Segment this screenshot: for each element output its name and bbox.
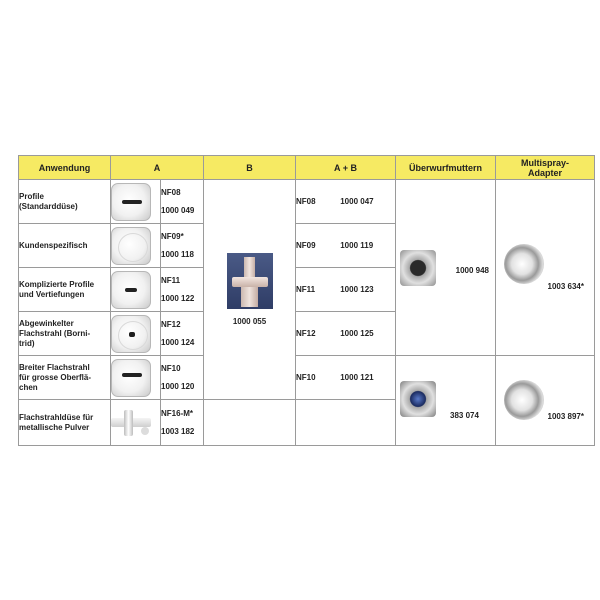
- ab-article-number: 1000 047: [340, 197, 374, 206]
- ab-nozzle-code: NF09: [296, 241, 316, 250]
- ab-nozzle-code: NF11: [296, 285, 316, 294]
- ueberwurf-number: 383 074: [450, 411, 479, 420]
- nozzle-code: NF12: [161, 319, 181, 329]
- header-multispray-adapter: Multispray- Adapter: [496, 156, 595, 180]
- ueberwurf-cell-1: [396, 180, 496, 356]
- b-part-empty-cell: [204, 400, 296, 446]
- ab-nozzle-code: NF12: [296, 329, 316, 338]
- multispray-number: 1003 634*: [547, 282, 584, 291]
- article-number: 1003 182: [161, 426, 195, 436]
- ab-article-number: 1000 123: [340, 285, 374, 294]
- blank-nozzle-icon: [111, 227, 151, 265]
- narrow-slot-nozzle-icon: [111, 271, 151, 309]
- application-label: Komplizierte Profile und Vertiefungen: [19, 268, 111, 312]
- angled-nozzle-icon: [111, 315, 151, 353]
- header-ab: A + B: [296, 156, 396, 180]
- ab-article-number: 1000 121: [340, 373, 374, 382]
- nozzle-code: NF11: [161, 275, 181, 285]
- nozzle-code: NF10: [161, 363, 181, 373]
- multispray-cell-2: [496, 356, 595, 446]
- nozzle-code: NF16-M*: [161, 408, 194, 418]
- union-nut-icon: [400, 250, 436, 286]
- multispray-cell-1: [496, 180, 595, 356]
- application-label: Abgewinkelter Flachstrahl (Borni- trid): [19, 312, 111, 356]
- ab-article-number: 1000 119: [340, 241, 374, 250]
- article-number: 1000 120: [161, 381, 195, 391]
- article-number: 1000 124: [161, 337, 195, 347]
- nozzle-table: [18, 155, 595, 446]
- header-b: B: [204, 156, 296, 180]
- ab-nozzle-code: NF08: [296, 197, 316, 206]
- application-label: Flachstrahldüse für metallische Pulver: [19, 400, 111, 446]
- b-part-cell: [204, 180, 296, 400]
- wide-slot-nozzle-icon: [111, 359, 151, 397]
- header-a: A: [111, 156, 204, 180]
- header-ueberwurfmuttern: Überwurfmuttern: [396, 156, 496, 180]
- nozzle-code: NF09*: [161, 231, 184, 241]
- ab-article-number: 1000 125: [340, 329, 374, 338]
- article-number: 1000 118: [161, 249, 194, 259]
- table-row: [19, 180, 595, 224]
- multispray-adapter-icon: [504, 244, 544, 284]
- application-label: Profile (Standarddüse): [19, 180, 111, 224]
- ab-nozzle-code: NF10: [296, 373, 316, 382]
- ueberwurf-number: 1000 948: [455, 266, 489, 275]
- application-label: Kundenspezifisch: [19, 224, 111, 268]
- flat-slot-nozzle-icon: [111, 183, 151, 221]
- nozzle-code: NF08: [161, 187, 181, 197]
- union-nut-blue-icon: [400, 381, 436, 417]
- b-part-number: 1000 055: [232, 317, 267, 326]
- multispray-number: 1003 897*: [547, 412, 584, 421]
- application-label: Breiter Flachstrahl für grosse Oberflä- chen: [19, 356, 111, 400]
- multispray-adapter-large-icon: [504, 380, 544, 420]
- nozzle-body-icon: [227, 253, 273, 309]
- header-anwendung: Anwendung: [19, 156, 111, 180]
- article-number: 1000 049: [161, 205, 195, 215]
- table-row: [19, 356, 595, 400]
- metal-powder-nozzle-icon: [111, 408, 155, 438]
- article-number: 1000 122: [161, 293, 195, 303]
- ueberwurf-cell-2: [396, 356, 496, 446]
